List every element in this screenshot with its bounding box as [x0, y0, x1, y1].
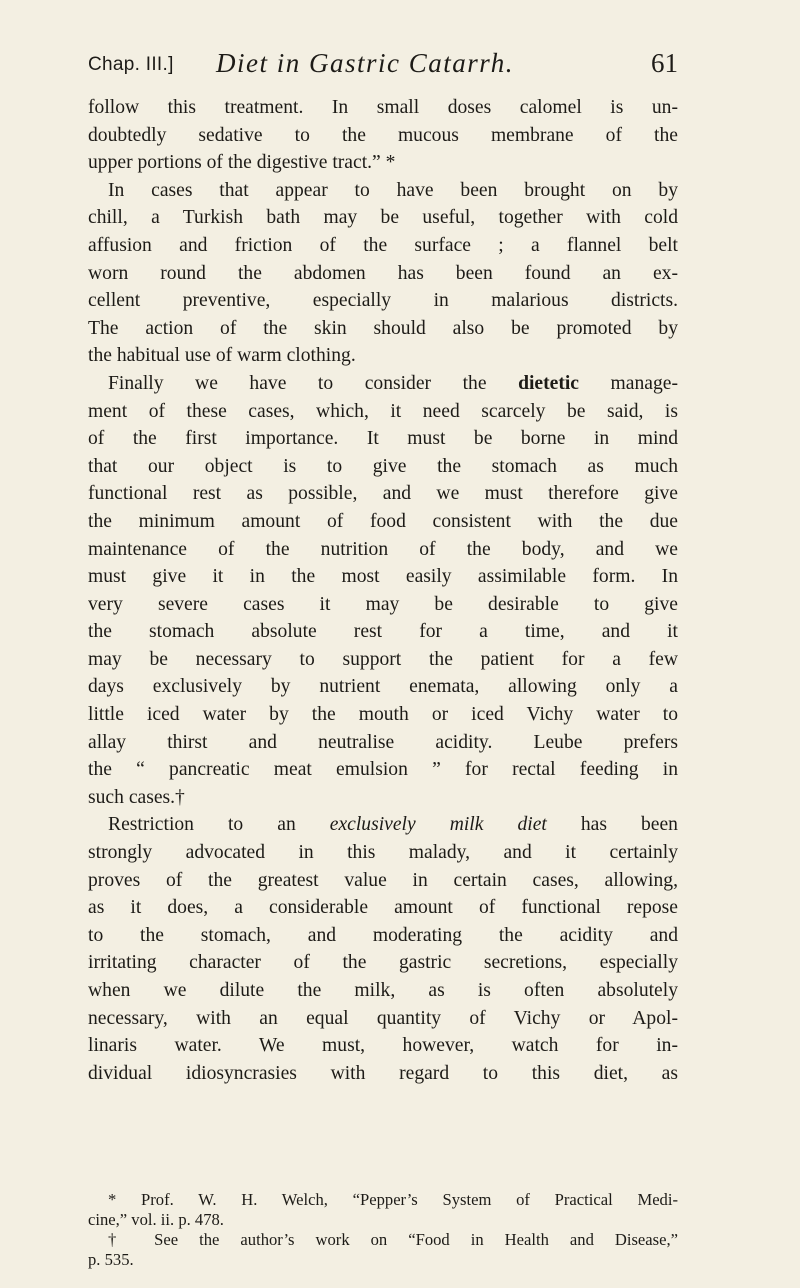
text-line: such cases.†	[88, 786, 185, 808]
text-line: maintenance of the nutrition of the body, and we	[88, 538, 678, 560]
emphasis-milk-diet: exclusively milk diet	[329, 814, 547, 836]
text-line: when we dilute the milk, as is often absolutely	[88, 980, 678, 1001]
text-line: the stomach absolute rest for a time, and it	[88, 621, 678, 643]
running-header	[88, 48, 678, 92]
text-line: the minimum amount of food consistent with the due	[88, 510, 678, 532]
text-line: to the stomach, and moderating the acidity and	[88, 924, 678, 946]
text-line: follow this treatment. In small doses calomel is un-	[88, 97, 678, 118]
text-line: chill, a Turkish bath may be useful, together with cold	[88, 207, 678, 229]
text-line: may be necessary to support the patient for a few	[88, 648, 678, 670]
text-line: The action of the skin should also be promoted by	[88, 317, 678, 339]
footnote-1: * Prof. W. H. Welch, “Pepper’s System of Practical Medi-	[108, 1190, 678, 1209]
text-line: ment of these cases, which, it need scarcely be said, is	[88, 400, 678, 422]
text-line: very severe cases it may be desirable to give	[88, 593, 678, 615]
text-line: as it does, a considerable amount of functional repose	[88, 897, 678, 919]
text-line: necessary, with an equal quantity of Vichy or Apol-	[88, 1007, 678, 1029]
emphasis-dietetic: dietetic	[518, 372, 580, 394]
text-fragment: has been	[580, 814, 678, 836]
text-line: strongly advocated in this malady, and it certainly	[88, 842, 678, 864]
paragraph-start	[88, 811, 678, 839]
text-fragment: Restriction to an	[108, 814, 296, 836]
text-line: the habitual use of warm clothing.	[88, 345, 356, 367]
footnote-2-cont: p. 535.	[88, 1250, 134, 1269]
footnote-1-cont: cine,” vol. ii. p. 478.	[88, 1210, 224, 1229]
text-line: irritating character of the gastric secretions, especially	[88, 952, 678, 974]
text-line: upper portions of the digestive tract.” *	[88, 152, 396, 174]
text-line: days exclusively by nutrient enemata, allowing only a	[88, 676, 678, 698]
paragraph-start: In cases that appear to have been brought on by	[108, 179, 678, 201]
text-line: must give it in the most easily assimilable form. In	[88, 566, 678, 588]
text-line: the “ pancreatic meat emulsion ” for rectal feeding in	[88, 759, 678, 781]
text-line: allay thirst and neutralise acidity. Leube prefers	[88, 731, 678, 753]
body-text	[88, 94, 678, 1087]
text-line: dividual idiosyncrasies with regard to this diet, as	[88, 1062, 678, 1084]
text-line: functional rest as possible, and we must therefore give	[88, 483, 678, 505]
footnotes	[88, 1190, 678, 1270]
text-line: worn round the abdomen has been found an ex-	[88, 262, 678, 284]
text-fragment: Finally we have to consider the	[108, 372, 487, 394]
text-line: linaris water. We must, however, watch for in-	[88, 1035, 678, 1057]
text-line: cellent preventive, especially in malarious districts.	[88, 290, 678, 312]
text-line: of the first importance. It must be borne in mind	[88, 428, 678, 450]
chapter-label: Chap. III.]	[88, 54, 174, 75]
text-line: proves of the greatest value in certain cases, allowing,	[88, 869, 678, 891]
text-line: affusion and friction of the surface ; a flannel belt	[88, 234, 678, 256]
text-line: doubtedly sedative to the mucous membrane of the	[88, 124, 678, 146]
text-line: little iced water by the mouth or iced Vichy water to	[88, 704, 678, 726]
paragraph-start	[88, 370, 678, 398]
footnote-2: † See the author’s work on “Food in Health and Disease,”	[108, 1230, 678, 1249]
text-fragment: manage-	[610, 372, 678, 394]
text-line: that our object is to give the stomach as much	[88, 455, 678, 477]
running-title: Diet in Gastric Catarrh.	[216, 48, 515, 78]
page-number: 61	[651, 48, 678, 78]
